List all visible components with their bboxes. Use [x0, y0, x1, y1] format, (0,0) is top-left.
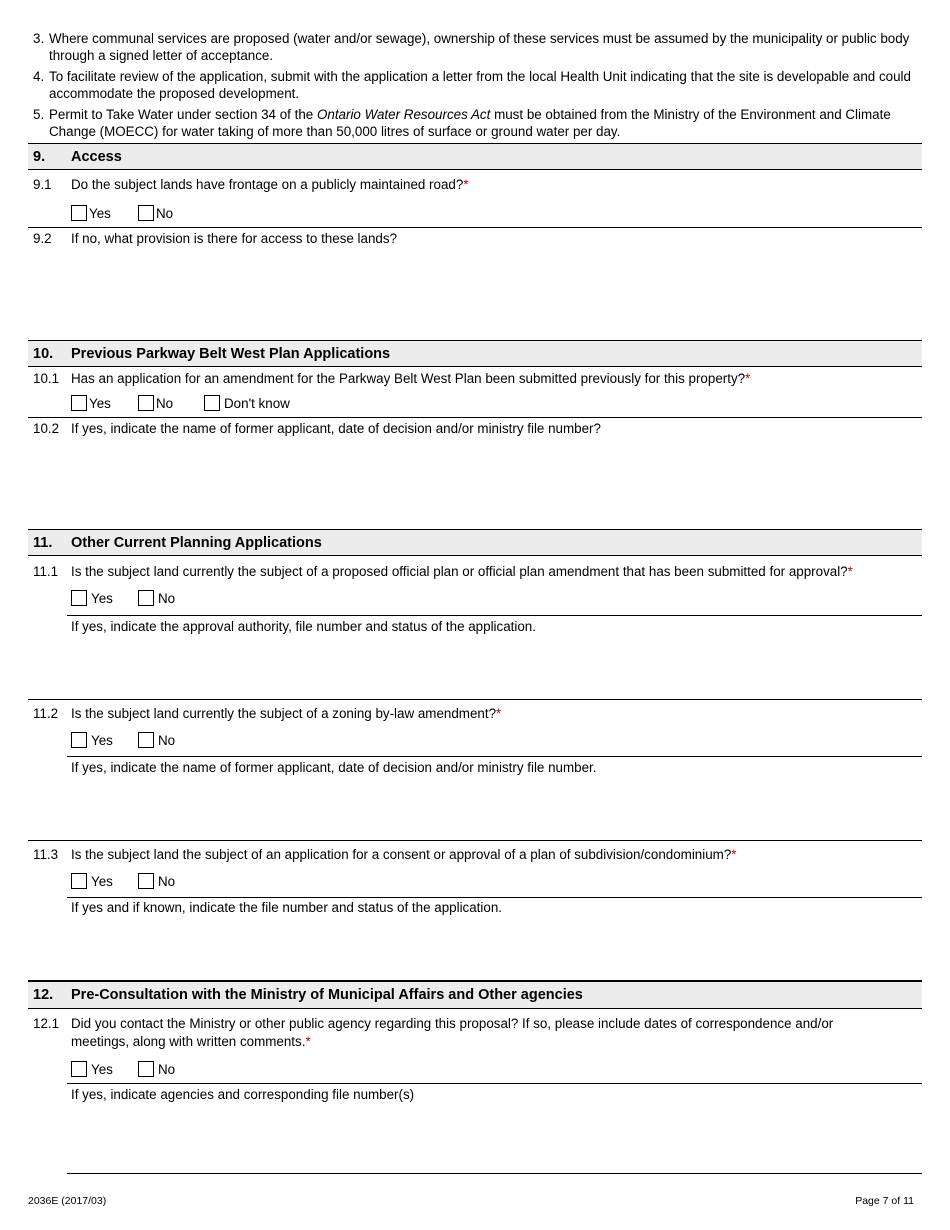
- question-number: 10.2: [33, 421, 60, 436]
- q11-2-no-checkbox[interactable]: No: [138, 732, 175, 748]
- q11-3-no-checkbox[interactable]: No: [138, 873, 175, 889]
- section-12-header: 12. Pre-Consultation with the Ministry of Municipal Affairs and Other agencies: [28, 980, 922, 1009]
- question-number: 9.1: [33, 177, 52, 192]
- question-9-2: If no, what provision is there for access to these lands?: [71, 231, 398, 246]
- section-9-header: 9. Access: [28, 143, 922, 170]
- q10-1-dont-know-checkbox[interactable]: Don't know: [204, 395, 290, 411]
- divider: [67, 756, 922, 757]
- page-number: Page 7 of 11: [855, 1195, 914, 1207]
- question-number: 12.1: [33, 1016, 60, 1031]
- q11-1-yes-checkbox[interactable]: Yes: [71, 590, 113, 606]
- section-10-header: 10. Previous Parkway Belt West Plan Applications: [28, 340, 922, 367]
- note-3: 3. Where communal services are proposed (water and/or sewage), ownership of these services must be assumed by the municipality or public body through a signed letter of acceptance.: [33, 31, 910, 63]
- divider: [67, 897, 922, 898]
- note-4: 4. To facilitate review of the application, submit with the application a letter from the local Health Unit indicating that the site is developable and could accommodate the proposed development.: [33, 69, 911, 101]
- q11-1-answer-field[interactable]: [67, 637, 922, 697]
- q11-3-followup-label: If yes and if known, indicate the file number and status of the application.: [71, 900, 502, 915]
- divider: [28, 840, 922, 841]
- question-11-3: Is the subject land the subject of an application for a consent or approval of a plan of subdivision/condominium?*: [71, 847, 737, 862]
- q11-1-no-checkbox[interactable]: No: [138, 590, 175, 606]
- q11-2-yes-checkbox[interactable]: Yes: [71, 732, 113, 748]
- divider: [67, 1173, 922, 1174]
- question-11-2: Is the subject land currently the subject of a zoning by-law amendment?*: [71, 706, 502, 721]
- q12-1-yes-checkbox[interactable]: Yes: [71, 1061, 113, 1077]
- q10-2-answer-field[interactable]: [67, 440, 922, 528]
- question-number: 11.3: [33, 847, 59, 862]
- q9-1-no-checkbox[interactable]: No: [138, 205, 173, 221]
- q11-1-followup-label: If yes, indicate the approval authority, file number and status of the application.: [71, 619, 536, 634]
- q12-1-followup-label: If yes, indicate agencies and corresponding file number(s): [71, 1087, 415, 1102]
- q9-2-answer-field[interactable]: [67, 250, 922, 338]
- q11-3-yes-checkbox[interactable]: Yes: [71, 873, 113, 889]
- question-number: 11.2: [33, 706, 59, 721]
- question-10-1: Has an application for an amendment for the Parkway Belt West Plan been submitted previously for this property?*: [71, 371, 751, 386]
- question-12-1: Did you contact the Ministry or other public agency regarding this proposal? If so, please include dates of correspondence and/or meetings, along with written comments.*: [71, 1016, 834, 1049]
- q11-2-followup-label: If yes, indicate the name of former applicant, date of decision and/or ministry file number.: [71, 760, 597, 775]
- divider: [67, 1083, 922, 1084]
- q12-1-no-checkbox[interactable]: No: [138, 1061, 175, 1077]
- form-id: 2036E (2017/03): [28, 1195, 107, 1207]
- q9-1-yes-checkbox[interactable]: Yes: [71, 205, 111, 221]
- q12-1-answer-field[interactable]: [67, 1105, 922, 1171]
- question-number: 10.1: [33, 371, 60, 386]
- q11-3-answer-field[interactable]: [67, 918, 922, 978]
- section-11-header: 11. Other Current Planning Applications: [28, 529, 922, 556]
- note-5: 5. Permit to Take Water under section 34 of the Ontario Water Resources Act must be obtained from the Ministry of the Environment and Climate Change (MOECC) for water taking of more than 50,000 litres of surface or ground water per day.: [33, 107, 891, 139]
- question-11-1: Is the subject land currently the subject of a proposed official plan or official plan amendment that has been submitted for approval?*: [71, 564, 853, 579]
- divider: [28, 417, 922, 418]
- divider: [28, 699, 922, 700]
- q10-1-yes-checkbox[interactable]: Yes: [71, 395, 111, 411]
- question-10-2: If yes, indicate the name of former applicant, date of decision and/or ministry file number?: [71, 421, 601, 436]
- question-9-1: Do the subject lands have frontage on a publicly maintained road?*: [71, 177, 469, 192]
- q11-2-answer-field[interactable]: [67, 778, 922, 838]
- q10-1-no-checkbox[interactable]: No: [138, 395, 173, 411]
- question-number: 11.1: [33, 564, 59, 579]
- question-number: 9.2: [33, 231, 52, 246]
- divider: [28, 227, 922, 228]
- divider: [67, 615, 922, 616]
